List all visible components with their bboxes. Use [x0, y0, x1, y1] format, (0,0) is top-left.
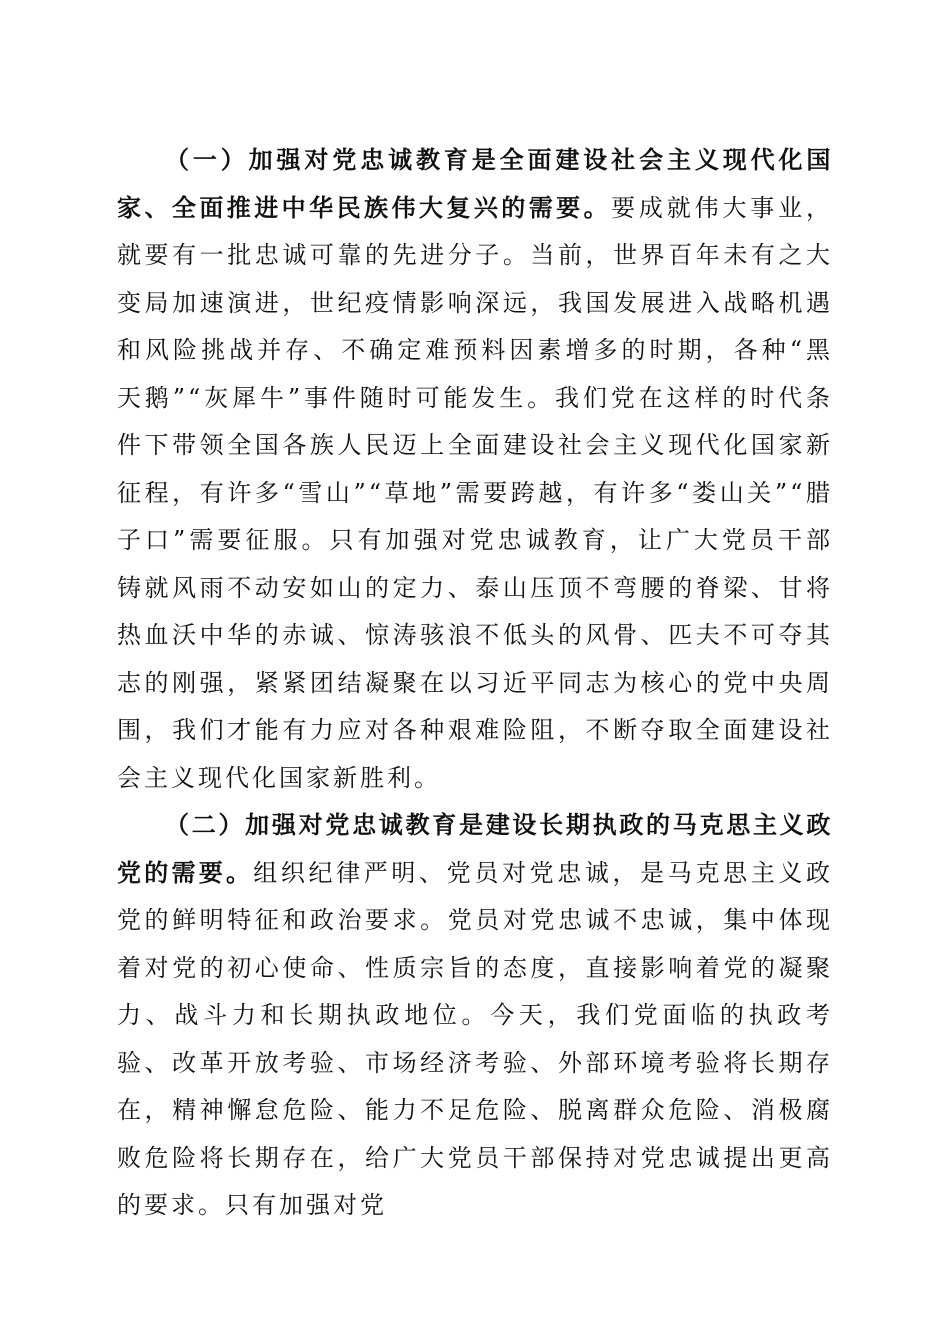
paragraph-1-heading: （一）加强对党忠诚教育是全面建设社会主义现代化国家、全面推进中华民族伟大复兴的需要。: [117, 146, 833, 222]
paragraph-2-heading: （二）加强对党忠诚教育是建设长期执政的马克思主义政党的需要。: [117, 811, 833, 887]
paragraph-2: [117, 802, 833, 1230]
document-body: [117, 137, 833, 1230]
paragraph-2-text: 组织纪律严明、党员对党忠诚，是马克思主义政党的鲜明特征和政治要求。党员对党忠诚不忠诚，集中体现着对党的初心使命、性质宗旨的态度，直接影响着党的凝聚力、战斗力和长期执政地位。今天，我们党面临的执政考验、改革开放考验、市场经济考验、外部环境考验将长期存在，精神懈怠危险、能力不足危险、脱离群众危险、消极腐败危险将长期存在，给广大党员干部保持对党忠诚提出更高的要求。只有加强对党: [117, 858, 834, 1219]
paragraph-1-text: 要成就伟大事业，就要有一批忠诚可靠的先进分子。当前，世界百年未有之大变局加速演进，世纪疫情影响深远，我国发展进入战略机遇和风险挑战并存、不确定难预料因素增多的时期，各种“黑天鹅”“灰犀牛”事件随时可能发生。我们党在这样的时代条件下带领全国各族人民迈上全面建设社会主义现代化国家新征程，有许多“雪山”“草地”需要跨越，有许多“娄山关”“腊子口”需要征服。只有加强对党忠诚教育，让广大党员干部铸就风雨不动安如山的定力、泰山压顶不弯腰的脊梁、甘将热血沃中华的赤诚、惊涛骇浪不低头的风骨、匹夫不可夺其志的刚强，紧紧团结凝聚在以习近平同志为核心的党中央周围，我们才能有力应对各种艰难险阻，不断夺取全面建设社会主义现代化国家新胜利。: [117, 193, 833, 792]
paragraph-1: [117, 137, 833, 802]
